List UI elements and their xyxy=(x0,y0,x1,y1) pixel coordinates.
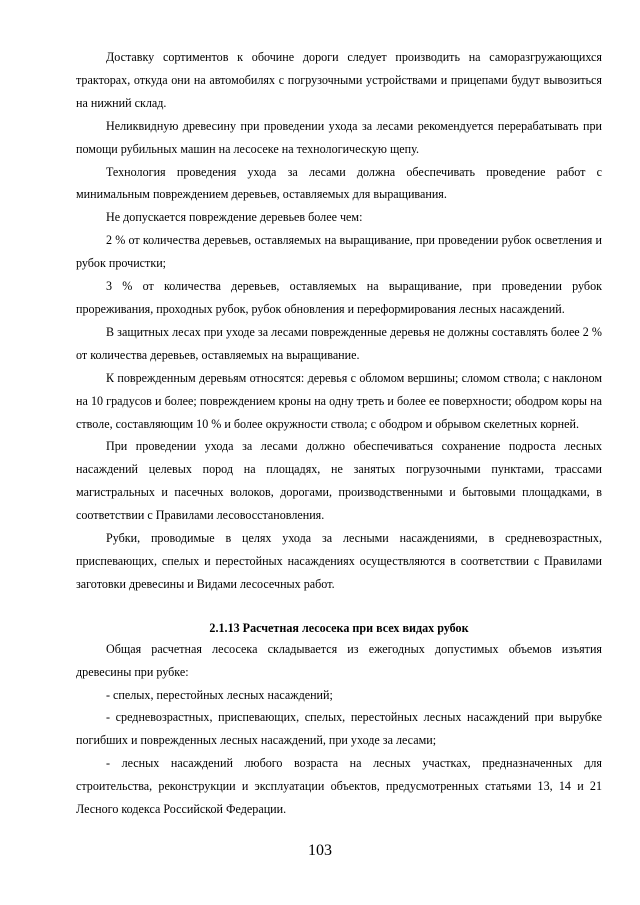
paragraph-technology: Технология проведения ухода за лесами должна обеспечивать проведение работ с минимальным повреждением деревьев, оставляемых для выращивания. xyxy=(76,164,602,202)
paragraph-damage-limit: Не допускается повреждение деревьев более чем: xyxy=(106,210,363,225)
paragraph-protective-forests: В защитных лесах при уходе за лесами поврежденные деревья не должны составлять более 2 % от количества деревьев, оставляемых на выращивание. xyxy=(76,324,602,362)
list-item-middle-aged: - средневозрастных, приспевающих, спелых, перестойных лесных насаждений при вырубке погибших и поврежденных лесных насаждений, при уходе за лесами; xyxy=(76,710,602,748)
list-item-any-age: - лесных насаждений любого возраста на лесных участках, предназначенных для строительства, реконструкции и эксплуатации объектов, предусмотренных статьями 13, 14 и 21 Лесного кодекса Российской Федерации. xyxy=(76,756,602,817)
list-item-mature: - спелых, перестойных лесных насаждений; xyxy=(106,687,333,702)
paragraph-damage-2-percent: 2 % от количества деревьев, оставляемых на выращивание, при проведении рубок осветления и рубок прочистки; xyxy=(76,233,602,271)
paragraph-illiquid-wood: Неликвидную древесину при проведении ухода за лесами рекомендуется перерабатывать при помощи рубильных машин на лесосеке на технологическую щепу. xyxy=(76,118,602,156)
paragraph-total-cutting: Общая расчетная лесосека складывается из ежегодных допустимых объемов изъятия древесины при рубке: xyxy=(76,641,602,679)
page-number: 103 xyxy=(308,842,332,859)
paragraph-delivery: Доставку сортиментов к обочине дороги следует производить на саморазгружающихся тракторах, откуда они на автомобилях с погрузочными устройствами и прицепами будут вывозиться на нижний склад. xyxy=(76,50,602,110)
document-page xyxy=(76,46,602,821)
paragraph-damaged-trees: К поврежденным деревьям относятся: деревья с обломом вершины; сломом ствола; с наклоном на 10 градусов и более; повреждением кроны на одну треть и более ее поверхности; ободром коры на стволе, составляющим 10 % и более окружности ствола; с ободром и обрывом скелетных корней. xyxy=(76,370,602,431)
paragraph-damage-3-percent: 3 % от количества деревьев, оставляемых на выращивание, при проведении рубок прореживания, проходных рубок, рубок обновления и переформирования лесных насаждений. xyxy=(76,279,602,316)
paragraph-undergrowth: При проведении ухода за лесами должно обеспечиваться сохранение подроста лесных насаждений целевых пород на площадях, не занятых погрузочными пунктами, трассами магистральных и пасечных волоков, дорогами, производственными и бытовыми площадками, в соответствии с Правилами лесовосстановления. xyxy=(76,439,602,523)
section-heading: 2.1.13 Расчетная лесосека при всех видах рубок xyxy=(209,620,469,635)
paragraph-felling-rules: Рубки, проводимые в целях ухода за лесными насаждениями, в средневозрастных, приспевающих, спелых и перестойных насаждениях осуществляются в соответствии с Правилами заготовки древесины и Видами лесосечных работ. xyxy=(76,531,602,591)
